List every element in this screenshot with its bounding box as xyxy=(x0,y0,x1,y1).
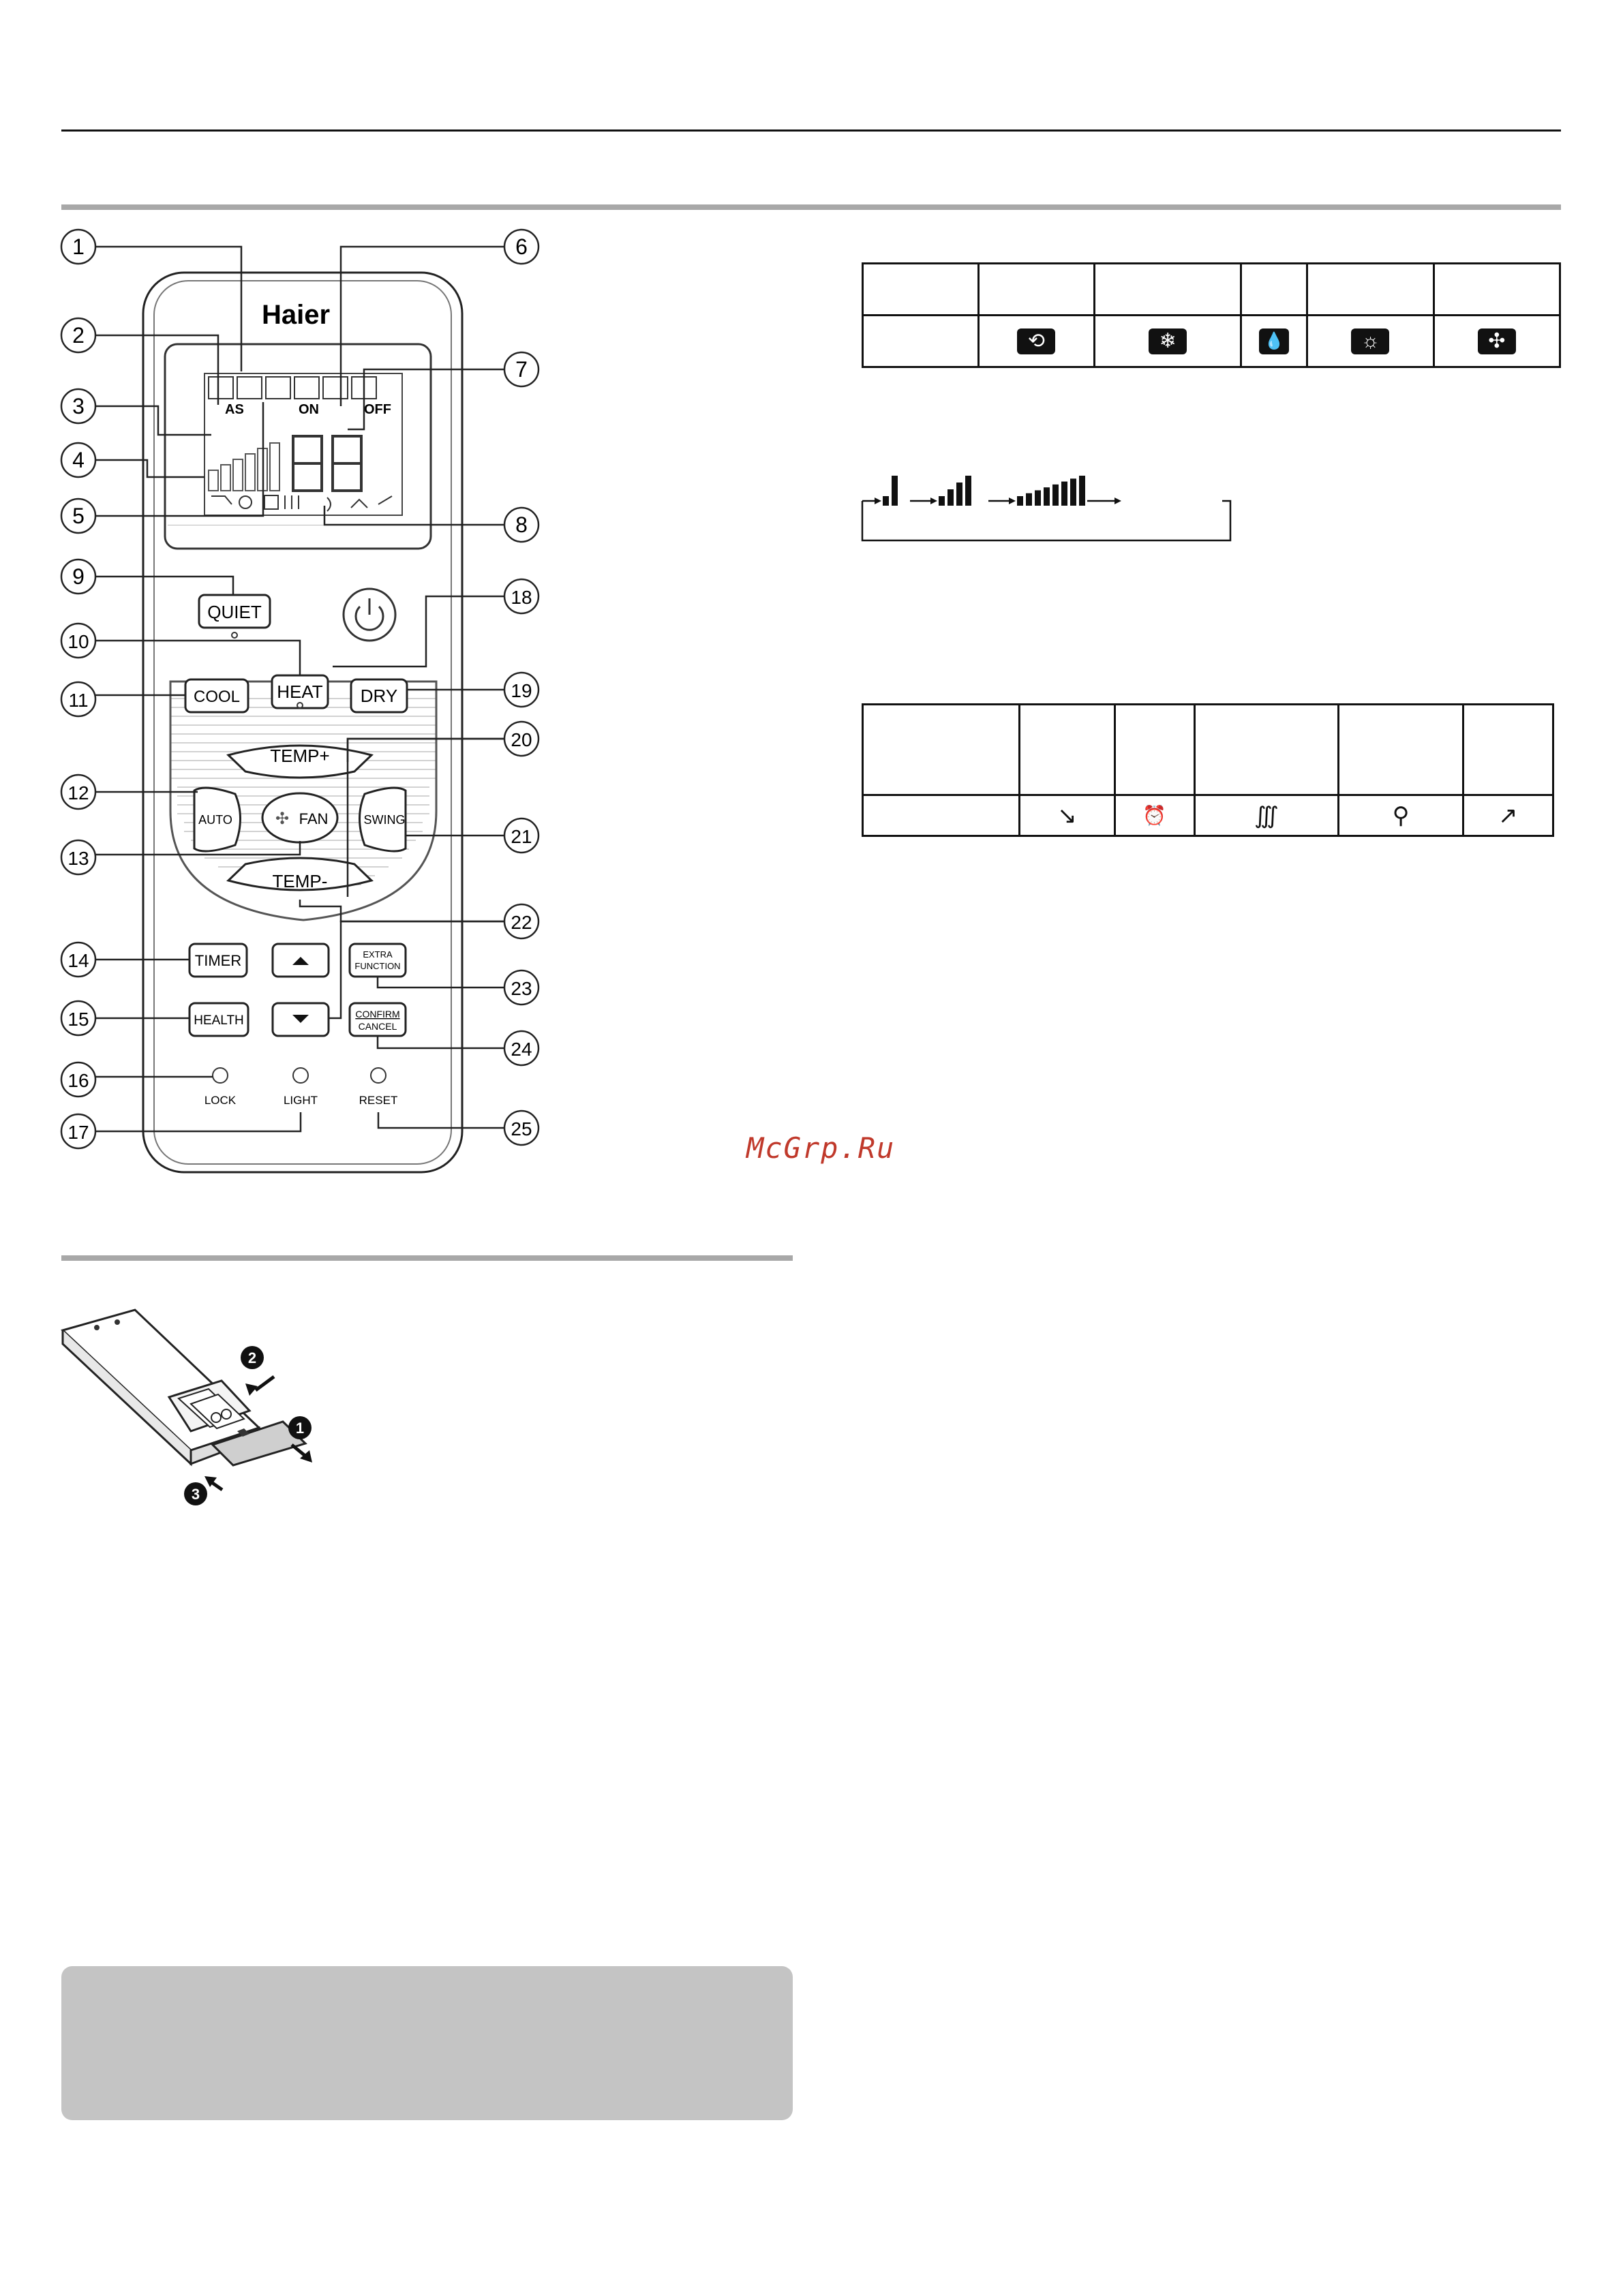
lcd-screen xyxy=(204,373,402,515)
callout-9-label: 9 xyxy=(72,564,85,589)
snowflake-icon: ❄ xyxy=(1149,328,1187,354)
timer-label: TIMER xyxy=(194,952,242,969)
health-label: HEALTH xyxy=(194,1013,244,1028)
function-table xyxy=(862,703,1554,837)
fan-speed-bar xyxy=(956,483,962,506)
callout-6-label: 6 xyxy=(515,234,528,259)
callout-8-label: 8 xyxy=(515,512,528,537)
callout-19-label: 19 xyxy=(511,680,532,701)
callout-14-label: 14 xyxy=(67,950,89,971)
fan-speed-bar xyxy=(1061,482,1067,506)
fan-speed-bar xyxy=(1044,487,1050,506)
callout-15-label: 15 xyxy=(67,1009,89,1030)
fan-speed-bar xyxy=(1079,476,1085,506)
temp-down-label: TEMP- xyxy=(272,871,328,891)
function-table-blank-cell xyxy=(863,795,1020,836)
lcd-off-flag: OFF xyxy=(364,402,391,417)
light-label: LIGHT xyxy=(283,1094,318,1107)
callout-25-label: 25 xyxy=(511,1118,532,1139)
fan-speed-bar xyxy=(883,496,889,506)
fan-speed-bar xyxy=(1052,485,1059,506)
callout-3-label: 3 xyxy=(72,394,85,418)
cool-label: COOL xyxy=(193,688,241,706)
callout-18-label: 18 xyxy=(511,587,532,608)
mode-table-icon-row xyxy=(863,316,1560,367)
remote-diagram xyxy=(0,0,804,1199)
mode-table-header-cell xyxy=(1095,264,1241,316)
sun-icon: ☼ xyxy=(1351,328,1389,354)
battery-illustration xyxy=(55,1302,368,1527)
callout-5-label: 5 xyxy=(72,504,85,528)
lock-pinhole[interactable] xyxy=(213,1068,228,1083)
fan-icon: ✣ xyxy=(1478,328,1516,354)
mode-table-header-cell xyxy=(978,264,1095,316)
quiet-label: QUIET xyxy=(207,602,262,622)
turbo-icon: ↗ xyxy=(1498,802,1518,829)
callout-13-label: 13 xyxy=(67,848,89,869)
extra-function-label-2: FUNCTION xyxy=(354,961,401,971)
reset-pinhole[interactable] xyxy=(371,1068,386,1083)
callout-12-label: 12 xyxy=(67,782,89,803)
fan-speed-bar xyxy=(939,496,945,506)
mode-table xyxy=(862,262,1561,368)
fan-speed-bar xyxy=(892,476,898,506)
step-3-label: 3 xyxy=(191,1486,200,1503)
callout-24-label: 24 xyxy=(511,1039,532,1060)
callout-23-label: 23 xyxy=(511,978,532,999)
lcd-on-flag: ON xyxy=(299,402,319,417)
callout-2-label: 2 xyxy=(72,323,85,348)
note-box xyxy=(61,1966,793,2120)
leaf-icon: ⚲ xyxy=(1392,802,1410,829)
dry-label: DRY xyxy=(360,686,398,706)
fan-speed-cycle xyxy=(855,463,1251,552)
extra-function-label-1: EXTRA xyxy=(363,949,393,960)
mode-table-header-cell xyxy=(1307,264,1434,316)
function-table-header-cell xyxy=(863,705,1020,795)
callout-20-label: 20 xyxy=(511,729,532,750)
fan-speed-bar xyxy=(1026,493,1032,506)
fan-speed-bar xyxy=(947,489,954,506)
auto-label: AUTO xyxy=(198,813,232,827)
drop-icon: 💧 xyxy=(1259,328,1289,354)
function-table-header-cell xyxy=(1194,705,1339,795)
fan-speed-arrows xyxy=(862,501,1230,540)
callout-11-label: 11 xyxy=(68,690,89,711)
callout-1-label: 1 xyxy=(72,234,85,259)
cancel-label: CANCEL xyxy=(358,1021,397,1032)
callout-16-label: 16 xyxy=(67,1070,89,1091)
section-divider-2 xyxy=(61,1255,793,1261)
fan-speed-bar xyxy=(1070,478,1076,506)
function-table-header-cell xyxy=(1463,705,1553,795)
fan-speed-bar xyxy=(1017,496,1023,506)
fan-speed-bar xyxy=(1035,490,1041,506)
callout-7-label: 7 xyxy=(515,357,528,382)
callout-17-label: 17 xyxy=(67,1122,89,1143)
clock-icon: ⏰ xyxy=(1142,805,1167,826)
lock-label: LOCK xyxy=(204,1094,237,1107)
function-table-icon-row xyxy=(863,795,1553,836)
callout-10-label: 10 xyxy=(67,631,89,652)
swing-label: SWING xyxy=(363,813,406,827)
sleep-icon: ↘ xyxy=(1057,802,1077,829)
mode-table-blank-cell xyxy=(863,316,979,367)
light-pinhole[interactable] xyxy=(293,1068,308,1083)
function-table-header-cell xyxy=(1019,705,1114,795)
callout-21-label: 21 xyxy=(511,826,532,847)
watermark: McGrp.Ru xyxy=(746,1131,896,1165)
heat-label: HEAT xyxy=(277,682,323,702)
brand-logo: Haier xyxy=(261,300,331,330)
function-table-header-cell xyxy=(1114,705,1194,795)
mode-table-header-row xyxy=(863,264,1560,316)
fan-speed-bar xyxy=(965,476,971,506)
mode-table-header-cell xyxy=(1434,264,1560,316)
function-table-header-cell xyxy=(1339,705,1463,795)
fan-label: FAN xyxy=(299,810,329,827)
reset-label: RESET xyxy=(359,1094,398,1107)
mode-table-header-cell xyxy=(863,264,979,316)
auto-icon: ⟲ xyxy=(1017,328,1055,354)
lcd-as-flag: AS xyxy=(225,402,244,417)
confirm-label: CONFIRM xyxy=(355,1009,400,1020)
temp-up-label: TEMP+ xyxy=(270,746,330,766)
fan-icon: ✣ xyxy=(275,810,290,828)
step-1-label: 1 xyxy=(295,1420,305,1437)
heat-wave-icon: ∭ xyxy=(1254,802,1279,829)
function-table-header-row xyxy=(863,705,1553,795)
callout-22-label: 22 xyxy=(511,912,532,933)
mode-table-header-cell xyxy=(1241,264,1307,316)
callout-4-label: 4 xyxy=(72,448,85,472)
step-2-label: 2 xyxy=(247,1349,257,1366)
